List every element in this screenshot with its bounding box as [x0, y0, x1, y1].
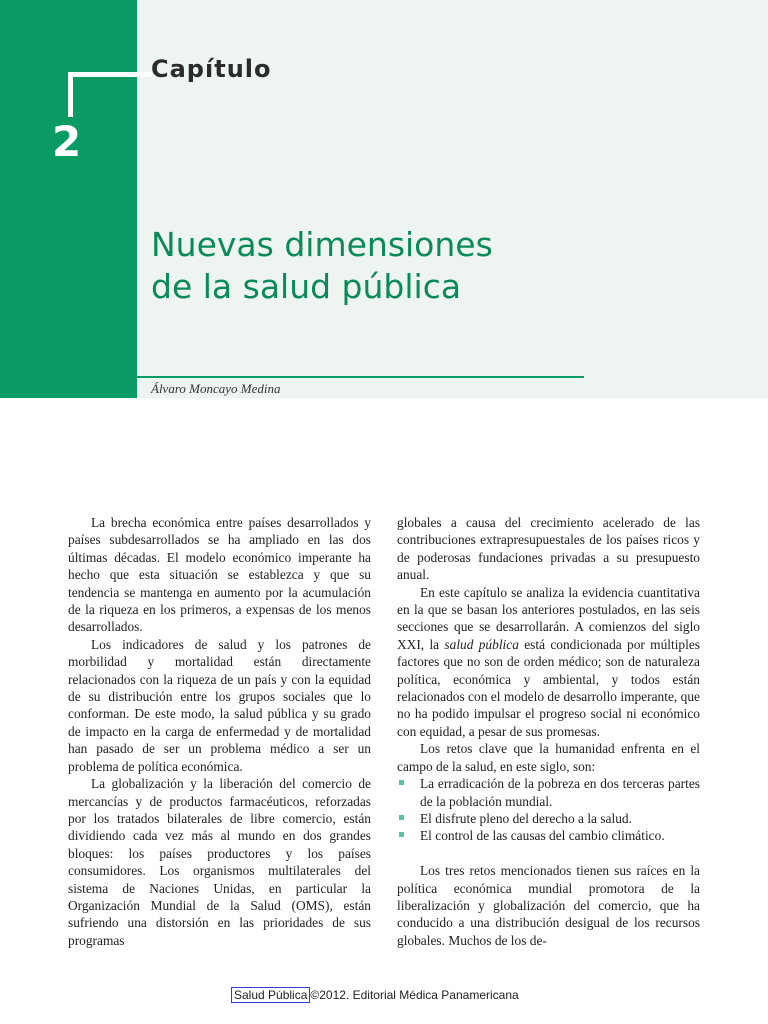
- book-title-link[interactable]: Salud Pública: [231, 987, 310, 1003]
- challenges-list: [397, 775, 700, 845]
- emphasis-text: salud pública: [444, 636, 519, 652]
- chapter-number: 2: [52, 117, 82, 166]
- bracket-decoration-horizontal: [68, 72, 152, 77]
- text-run: está condicionada por múltiples factores que no son de orden médico; son de naturaleza política, económica y ambiental, y todos están relacionados con el modelo de desarrollo imperante, que no ha podido impulsar el progreso social ni económico con equidad, a pesar de sus promesas.: [397, 636, 700, 739]
- copyright-text: ©2012. Editorial Médica Panamericana: [310, 988, 519, 1002]
- list-item-text: El control de las causas del cambio climático.: [420, 828, 665, 844]
- chapter-title-line-1: Nuevas dimensiones: [151, 225, 493, 264]
- square-bullet-icon: [399, 780, 404, 785]
- bracket-decoration: [68, 72, 73, 117]
- paragraph: La globalización y la liberación del comercio de mercancías y de productos farmacéuticos, reforzadas por los tratados bilaterales de libre comercio, están dividiendo cada vez más al mundo en dos grandes bloques: los países productores y los países consumidores. Los organismos multilaterales del sistema de Naciones Unidas, en particular la Organización Mundial de la Salud (OMS), están sufriendo una distorsión en las prioridades de sus programas: [68, 776, 371, 948]
- list-item-text: La erradicación de la pobreza en dos terceras partes de la población mundial.: [420, 776, 700, 809]
- paragraph-continuation: globales a causa del crecimiento acelerado de las contribuciones extrapresupuestales de los países ricos y de poderosas fundaciones privadas a su presupuesto anual.: [397, 515, 700, 583]
- list-item: [397, 810, 700, 827]
- chapter-title-line-2: de la salud pública: [151, 267, 462, 306]
- text-run: En este capítulo se analiza la evidencia cuantitativa en la que se basan los anteriores postulados, en las seis secciones que se desarrollarán. A comienzos del siglo XXI, la: [397, 584, 700, 652]
- square-bullet-icon: [399, 815, 404, 820]
- list-item-text: El disfrute pleno del derecho a la salud.: [420, 810, 632, 826]
- author-name: Álvaro Moncayo Medina: [151, 381, 281, 396]
- paragraph: La brecha económica entre países desarrollados y países subdesarrollados se ha ampliado en las dos últimas décadas. El modelo económico imperante ha hecho que esta situación se establezca y que su tendencia se mantenga en aumento por la acumulación de la riqueza en los primeros, a expensas de los menos desarrollados.: [68, 515, 371, 635]
- left-column: [68, 514, 371, 949]
- paragraph: Los tres retos mencionados tienen sus raíces en la política económica mundial promotora de la liberalización y globalización del comercio, que ha conducido a una distribución desigual de los recursos globales. Muchos de los de-: [397, 863, 700, 948]
- list-item: [397, 827, 700, 844]
- chapter-title: [151, 224, 493, 308]
- chapter-side-block: [0, 0, 137, 398]
- paragraph: [397, 584, 700, 741]
- list-item: [397, 775, 700, 810]
- page-footer: [231, 988, 519, 1002]
- paragraph: Los retos clave que la humanidad enfrenta en el campo de la salud, en este siglo, son:: [397, 741, 700, 774]
- square-bullet-icon: [399, 832, 404, 837]
- right-column: [397, 514, 700, 949]
- chapter-label: Capítulo: [151, 55, 272, 83]
- title-rule: [0, 376, 584, 378]
- paragraph: Los indicadores de salud y los patrones de morbilidad y mortalidad están directamente relacionados con la riqueza de un país y con la equidad de su distribución entre los grupos sociales que lo conforman. De este modo, la salud pública y su grado de impacto en la carga de enfermedad y de mortalidad han pasado de ser un problema médico a ser un problema de política económica.: [68, 636, 371, 774]
